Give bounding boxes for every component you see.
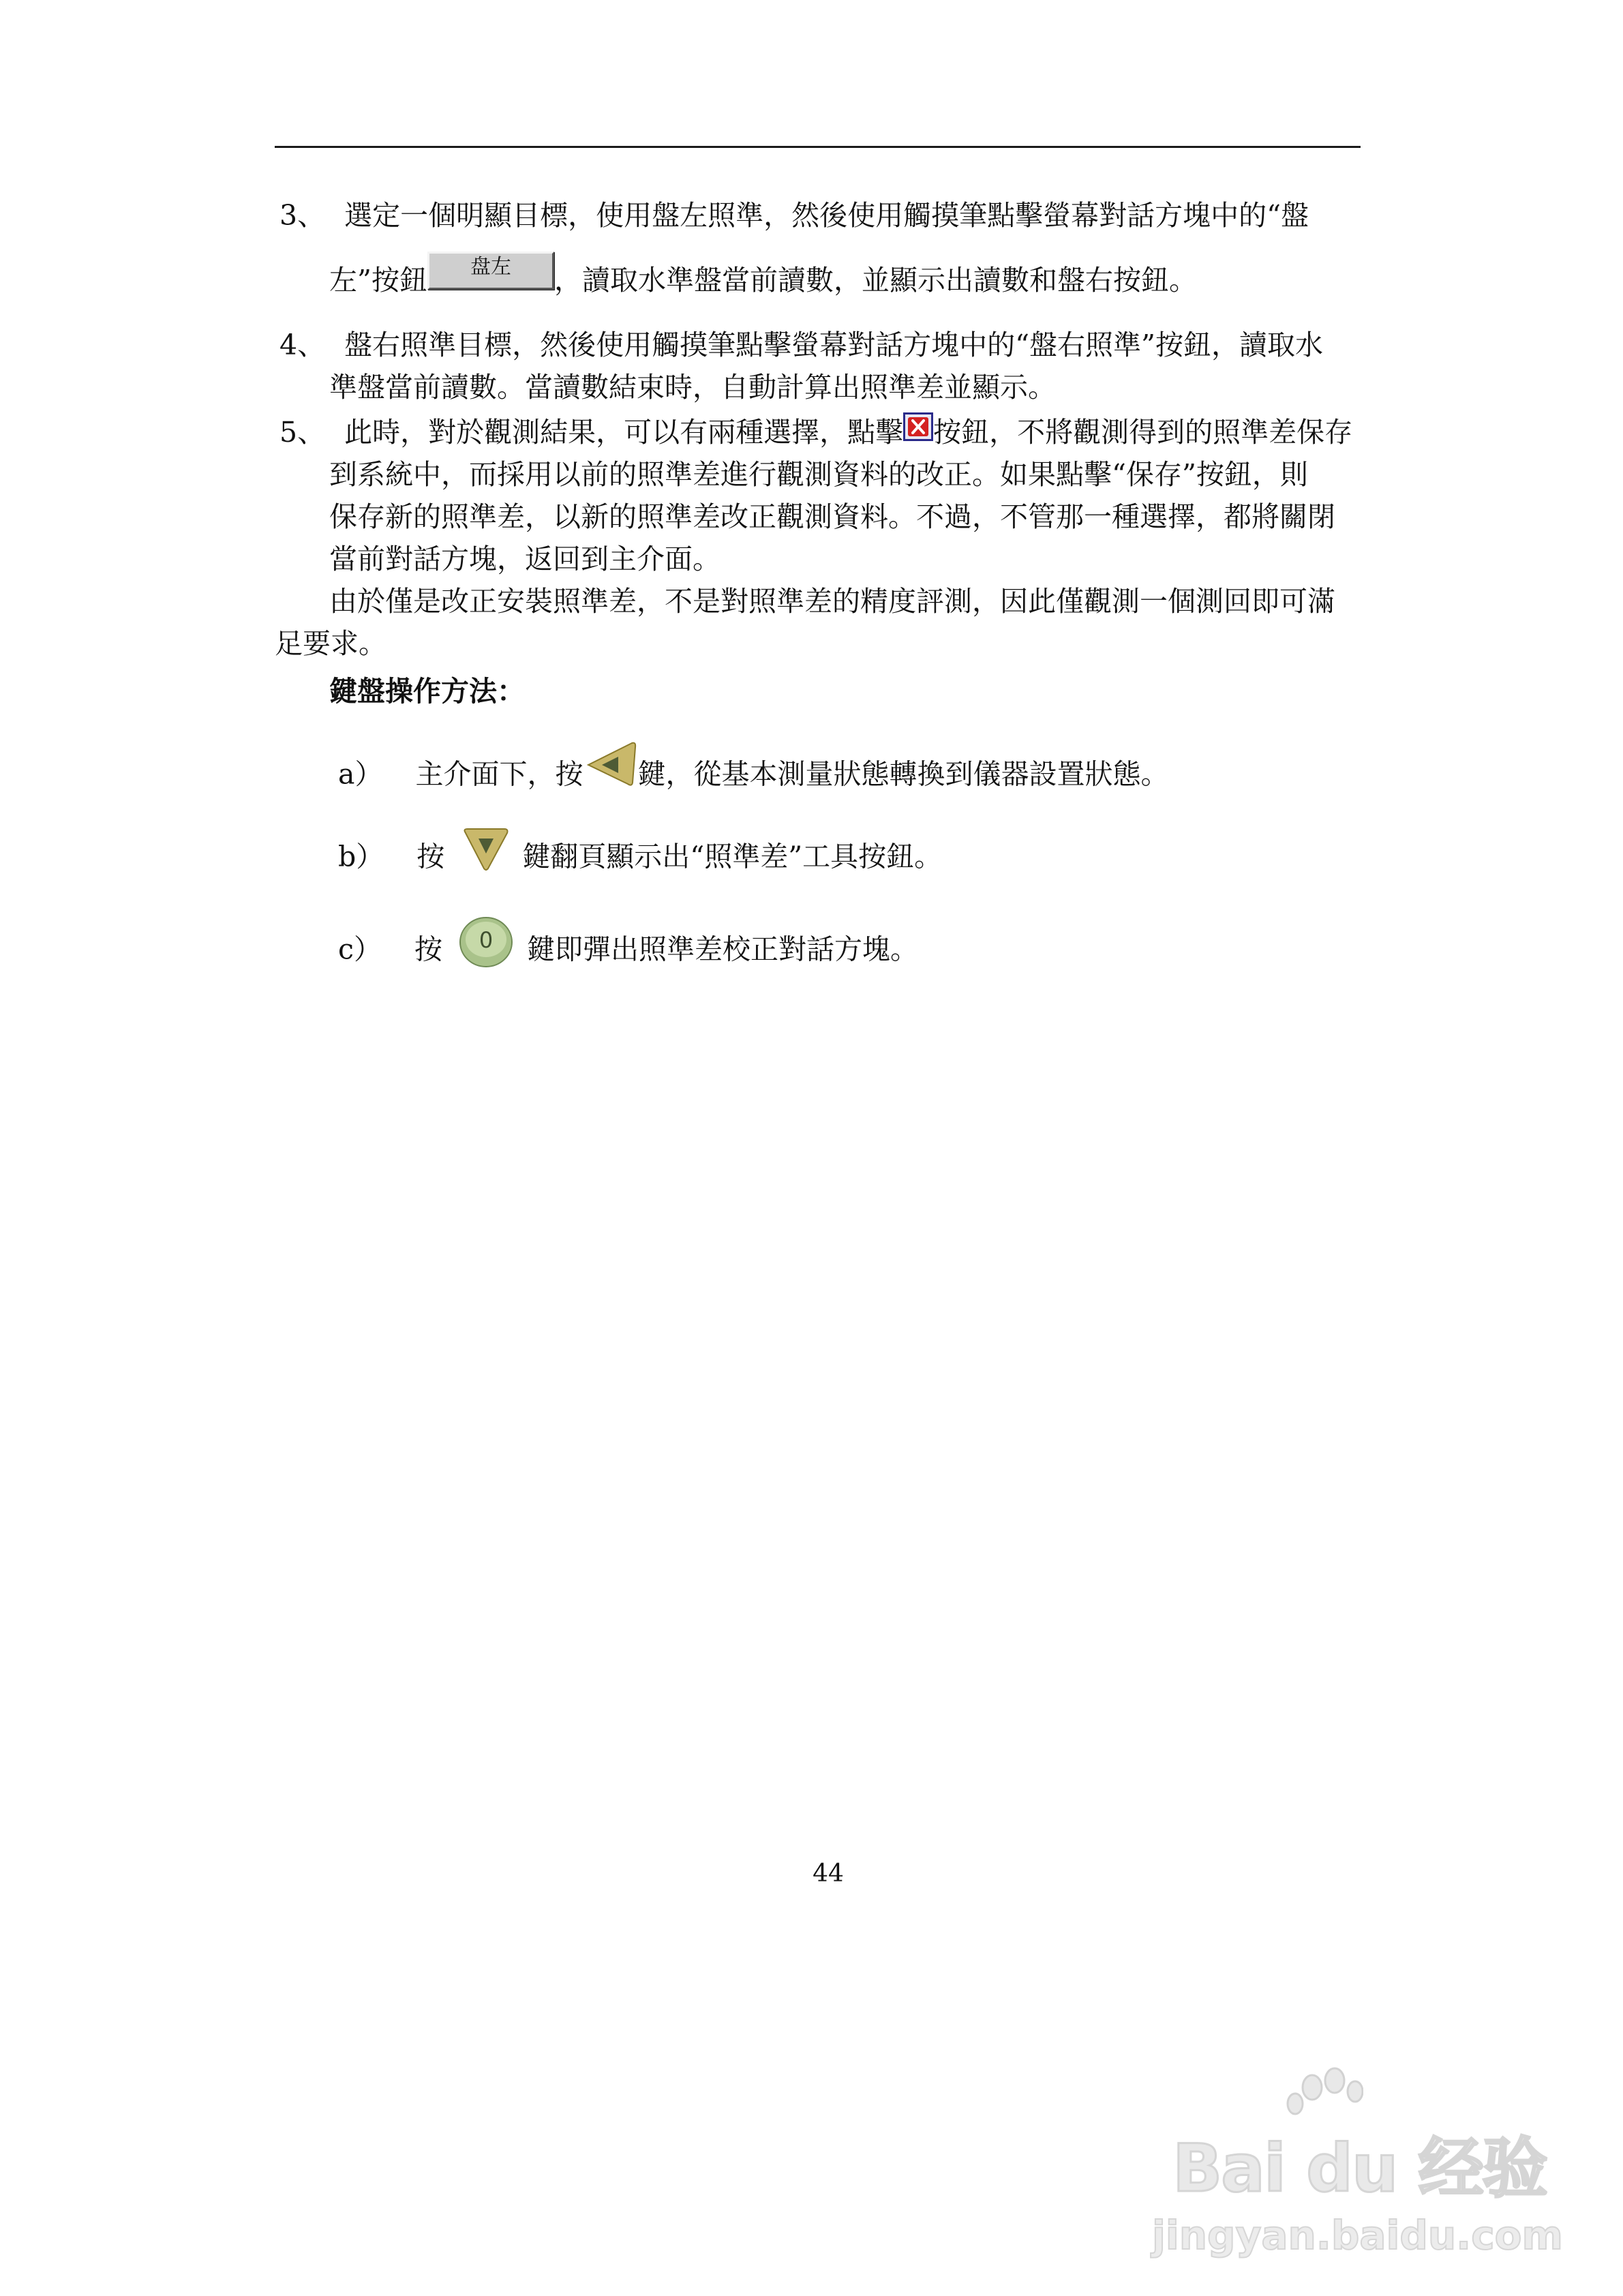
item-5-number: 5、	[279, 416, 326, 449]
header-rule	[275, 146, 1361, 148]
watermark-sub: jingyan.baidu.com	[1152, 2212, 1563, 2259]
step-a: a） 主介面下，按 鍵，從基本測量狀態轉換到儀器設置狀態。	[338, 749, 1168, 804]
item-3-line-2: 左”按鈕 盘左 ，讀取水準盤當前讀數，並顯示出讀數和盤右按鈕。	[329, 262, 1197, 302]
item-5-line-1: 5、 此時，對於觀測結果，可以有兩種選擇，點擊 按鈕，不將觀測得到的照準差保存	[279, 414, 1352, 450]
keyboard-heading: 鍵盤操作方法：	[329, 675, 525, 708]
down-arrow-key-icon	[462, 828, 510, 879]
zero-key-label: 0	[479, 927, 494, 953]
item-4-line-2: 準盤當前讀數。當讀數結束時，自動計算出照準差並顯示。	[329, 371, 1056, 404]
step-a-label: a）	[338, 757, 383, 791]
step-c: c） 按 0 鍵即彈出照準差校正對話方塊。	[338, 919, 918, 984]
item-5-line-2: 到系統中，而採用以前的照準差進行觀測資料的改正。如果點擊“保存”按鈕，則	[329, 458, 1308, 491]
close-icon[interactable]	[903, 412, 933, 441]
item-5-line-4: 當前對話方塊，返回到主介面。	[329, 543, 721, 575]
item-4-line-1: 4、 盤右照準目標，然後使用觸摸筆點擊螢幕對話方塊中的“盤右照準”按鈕，讀取水	[279, 329, 1324, 361]
watermark-main: Bai du 经验	[1172, 2130, 1547, 2207]
item-5-line-3: 保存新的照準差，以新的照準差改正觀測資料。不過，不管那一種選擇，都將關閉	[329, 500, 1335, 533]
item-3-line-1: 3、 選定一個明顯目標，使用盤左照準，然後使用觸摸筆點擊螢幕對話方塊中的“盤	[279, 199, 1309, 232]
zero-key-icon	[457, 913, 515, 979]
page-number: 44	[813, 1860, 844, 1888]
step-b-label: b）	[338, 840, 384, 873]
item-4-number: 4、	[279, 329, 326, 361]
left-arrow-key-icon	[583, 739, 637, 795]
step-b: b） 按 鍵翻頁顯示出“照準差”工具按鈕。	[338, 833, 942, 885]
paragraph-line-1: 由於僅是改正安裝照準差，不是對照準差的精度評測，因此僅觀測一個測回即可滿	[329, 585, 1335, 618]
paragraph-line-2: 足要求。	[275, 627, 386, 660]
pan-left-button[interactable]: 盘左	[427, 252, 554, 290]
step-c-label: c）	[338, 933, 382, 966]
item-3-number: 3、	[279, 199, 326, 232]
